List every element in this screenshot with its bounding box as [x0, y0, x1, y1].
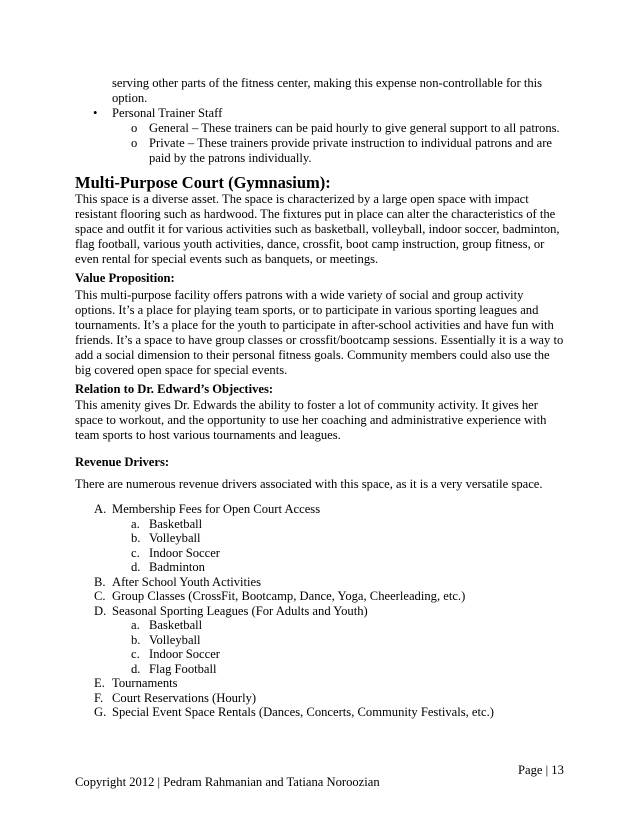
- bullet-icon: •: [93, 106, 98, 120]
- revenue-subitem-marker: c.: [131, 545, 140, 560]
- revenue-subitem-marker: d.: [131, 560, 141, 574]
- relation-paragraph: [75, 398, 565, 443]
- revenue-subitem-marker: a.: [131, 618, 140, 632]
- revenue-item-marker: E.: [94, 676, 105, 690]
- continuation-line-2: option.: [112, 91, 148, 105]
- trainer-sub-general: General – These trainers can be paid hourly to give general support to all patrons.: [149, 121, 560, 135]
- revenue-subitem: Badminton: [149, 560, 205, 574]
- revenue-subitem: Volleyball: [149, 632, 201, 647]
- revenue-subitem: Volleyball: [149, 531, 201, 545]
- value-proposition-paragraph: [75, 288, 565, 378]
- revenue-item: Seasonal Sporting Leagues (For Adults and Youth): [112, 603, 368, 618]
- revenue-item: Group Classes (CrossFit, Bootcamp, Dance, Yoga, Cheerleading, etc.): [112, 589, 466, 603]
- revenue-subitem: Basketball: [149, 516, 203, 531]
- intro-line: space and outfit it for various activities such as basketball, volleyball, indoor soccer, badminton,: [75, 222, 560, 236]
- revenue-item: After School Youth Activities: [112, 574, 262, 589]
- relation-heading: Relation to Dr. Edward’s Objectives:: [75, 382, 274, 396]
- revenue-subitem-marker: c.: [131, 647, 140, 661]
- revenue-item: Special Event Space Rentals (Dances, Concerts, Community Festivals, etc.): [112, 705, 494, 719]
- revenue-item: Tournaments: [112, 676, 178, 690]
- revenue-subitem-marker: b.: [131, 632, 141, 647]
- section-intro-paragraph: [75, 192, 565, 267]
- intro-line: even rental for special events such as banquets, or meetings.: [75, 252, 379, 266]
- revenue-item-marker: C.: [94, 589, 106, 603]
- value-line: This multi-purpose facility offers patrons with a wide variety of social and group activity: [75, 288, 524, 302]
- revenue-subitem-marker: b.: [131, 531, 141, 545]
- revenue-item-marker: A.: [94, 502, 107, 516]
- section-title: Multi-Purpose Court (Gymnasium):: [75, 173, 331, 192]
- revenue-subitem: Flag Football: [149, 661, 217, 676]
- page-number: Page | 13: [518, 763, 564, 777]
- value-line: tournaments. It’s a place for the youth to participate in after-school activities and have fun with: [75, 318, 554, 332]
- sub-bullet-marker: o: [131, 136, 138, 150]
- revenue-subitem-marker: d.: [131, 661, 141, 676]
- intro-line: resistant flooring such as hardwood. The fixtures put in place can alter the characteristics of the: [75, 207, 556, 221]
- trainer-sub-private-cont: paid by the patrons individually.: [149, 151, 312, 165]
- trainer-sub-private: Private – These trainers provide private instruction to individual patrons and are: [149, 136, 553, 150]
- value-line: add a social dimension to their personal fitness goals. Community members could also use the: [75, 348, 550, 362]
- revenue-item-marker: D.: [94, 603, 107, 618]
- revenue-intro: There are numerous revenue drivers associated with this space, as it is a very versatile space.: [75, 477, 543, 491]
- value-line: options. It’s a place for playing team sports, or to participate in various sporting leagues and: [75, 303, 539, 317]
- relation-line: team sports to host various tournaments and leagues.: [75, 428, 341, 442]
- intro-line: flag football, various youth activities, dance, crossfit, boot camp instruction, group fitness, or: [75, 237, 545, 251]
- copyright-footer: Copyright 2012 | Pedram Rahmanian and Tatiana Noroozian: [75, 775, 380, 789]
- revenue-item-marker: G.: [94, 705, 107, 719]
- revenue-item: Membership Fees for Open Court Access: [112, 502, 321, 516]
- relation-line: This amenity gives Dr. Edwards the ability to foster a lot of community activity. It gives her: [75, 398, 538, 412]
- value-line: friends. It’s a space to have group classes or crossfit/bootcamp sessions. Essentially it is a way to: [75, 333, 564, 347]
- continuation-line-1: serving other parts of the fitness center, making this expense non-controllable for this: [112, 76, 543, 90]
- revenue-heading: Revenue Drivers:: [75, 455, 170, 469]
- revenue-item: Court Reservations (Hourly): [112, 690, 257, 705]
- value-proposition-heading: Value Proposition:: [75, 271, 175, 285]
- revenue-item-marker: F.: [94, 690, 104, 705]
- sub-bullet-marker: o: [131, 121, 138, 135]
- value-line: big covered open space for special events.: [75, 363, 288, 377]
- intro-line: This space is a diverse asset. The space is characterized by a large open space with impact: [75, 192, 529, 206]
- revenue-subitem-marker: a.: [131, 516, 140, 531]
- revenue-item-marker: B.: [94, 574, 106, 589]
- revenue-subitem: Indoor Soccer: [149, 545, 220, 560]
- revenue-subitem: Basketball: [149, 618, 203, 632]
- revenue-subitem: Indoor Soccer: [149, 647, 220, 661]
- relation-line: space to workout, and the opportunity to use her coaching and administrative experience with: [75, 413, 547, 427]
- trainer-bullet-label: Personal Trainer Staff: [112, 106, 223, 120]
